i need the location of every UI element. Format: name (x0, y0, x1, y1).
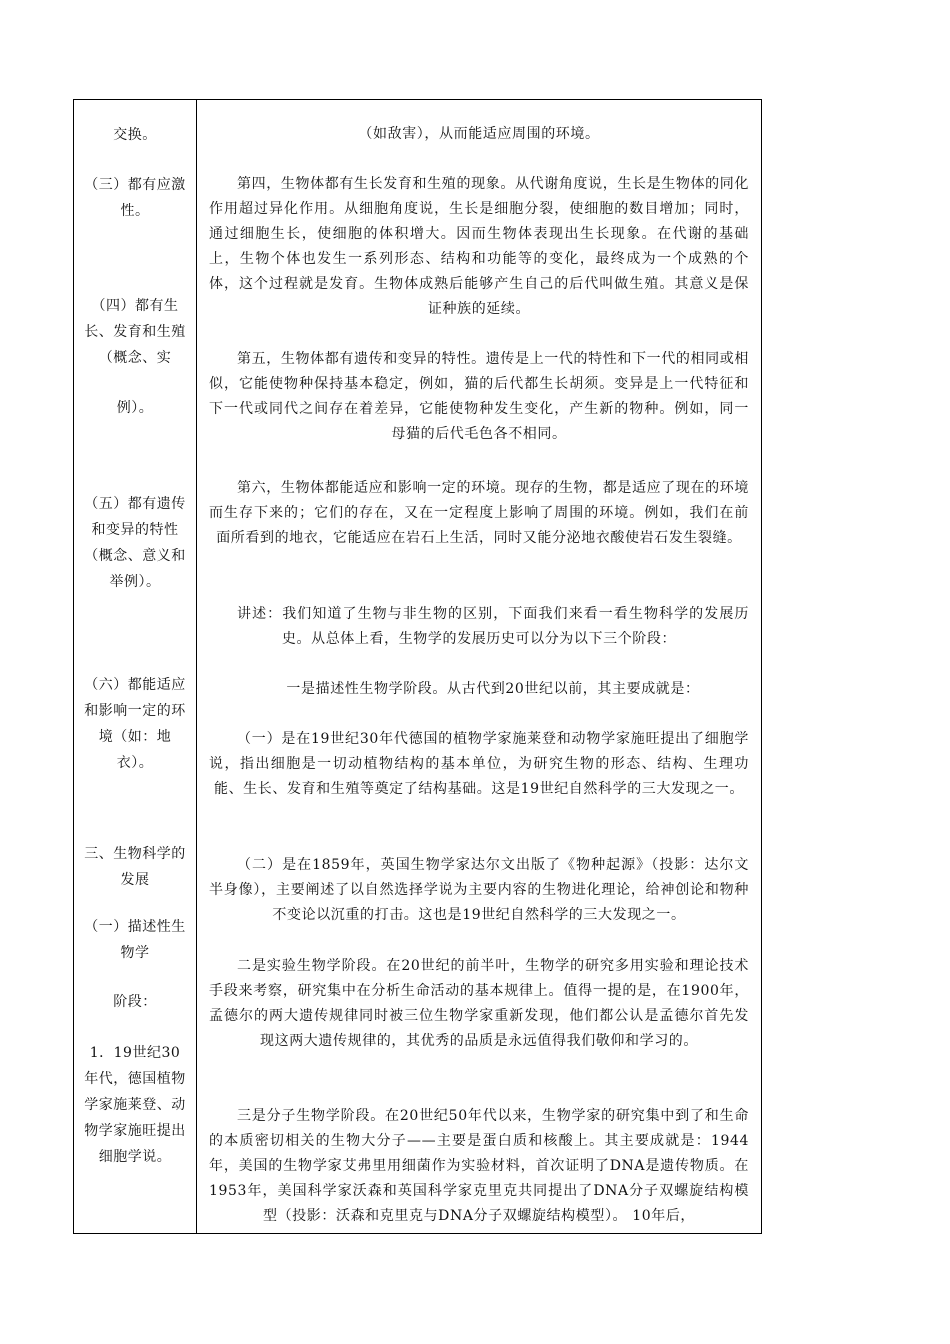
content-column (197, 99, 761, 1234)
outline-item: 1．19世纪30年代，德国植物学家施莱登、动物学家施旺提出细胞学说。 (84, 1045, 186, 1165)
outline-item: 阶段： (113, 994, 157, 1010)
content-paragraph: 第五，生物体都有遗传和变异的特性。遗传是上一代的特性和下一代的相同或相似，它能使物种保持基本稳定，例如，猫的后代都生长胡须。变异是上一代特征和下一代或同代之间存在着差异，它能使物种发生变化，产生新的物种。例如，同一母猫的后代毛色各不相同。 (209, 351, 749, 442)
content-paragraph: 第六，生物体都能适应和影响一定的环境。现存的生物，都是适应了现在的环境而生存下来的；它们的存在，又在一定程度上影响了周围的环境。例如，我们在前面所看到的地衣，它能适应在岩石上生活，同时又能分泌地衣酸使岩石发生裂缝。 (209, 480, 749, 546)
content-paragraph: 一是描述性生物学阶段。从古代到20世纪以前，其主要成就是： (286, 681, 700, 697)
content-paragraph: 二是实验生物学阶段。在20世纪的前半叶，生物学的研究多用实验和理论技术手段来考察，研究集中在分析生命活动的基本规律上。值得一提的是，在1900年，孟德尔的两大遗传规律同时被三位生物学家重新发现，他们都公认是孟德尔首先发现这两大遗传规律的，其优秀的品质是永远值得我们敬仰和学习的。 (209, 958, 749, 1049)
outline-column (74, 99, 196, 1234)
outline-item: （四）都有生长、发育和生殖（概念、实 (84, 298, 186, 366)
content-paragraph: 第四，生物体都有生长发育和生殖的现象。从代谢角度说，生长是生物体的同化作用超过异化作用。从细胞角度说，生长是细胞分裂，使细胞的数目增加；同时，通过细胞生长，使细胞的体积增大。因而生物体表现出生长现象。在代谢的基础上，生物个体也发生一系列形态、结构和功能等的变化，最终成为一个成熟的个体，这个过程就是发育。生物体成熟后能够产生自己的后代叫做生殖。其意义是保证种族的延续。 (209, 176, 749, 317)
outline-item: 例）。 (116, 400, 154, 416)
content-paragraph: （二）是在1859年，英国生物学家达尔文出版了《物种起源》（投影：达尔文半身像），主要阐述了以自然选择学说为主要内容的生物进化理论，给神创论和物种不变论以沉重的打击。这也是19世纪自然科学的三大发现之一。 (209, 857, 749, 923)
outline-item: （三）都有应激性。 (84, 177, 186, 219)
outline-item: （六）都能适应和影响一定的环境（如：地衣）。 (84, 677, 186, 771)
content-paragraph: （一）是在19世纪30年代德国的植物学家施莱登和动物学家施旺提出了细胞学说，指出细胞是一切动植物结构的基本单位，为研究生物的形态、结构、生理功能、生长、发育和生殖等奠定了结构基础。这是19世纪自然科学的三大发现之一。 (209, 731, 749, 797)
outline-item: 交换。 (113, 127, 157, 143)
outline-item: （五）都有遗传和变异的特性（概念、意义和举例）。 (84, 496, 186, 590)
content-paragraph: 讲述：我们知道了生物与非生物的区别，下面我们来看一看生物科学的发展历史。从总体上看，生物学的发展历史可以分为以下三个阶段： (237, 606, 749, 647)
outline-item: 三、生物科学的发展 (84, 846, 186, 888)
content-paragraph: 三是分子生物学阶段。在20世纪50年代以来，生物学家的研究集中到了和生命的本质密切相关的生物大分子——主要是蛋白质和核酸上。其主要成就是：1944年，美国的生物学家艾弗里用细菌作为实验材料，首次证明了DNA是遗传物质。在1953年，美国科学家沃森和英国科学家克里克共同提出了DNA分子双螺旋结构模型（投影：沃森和克里克与DNA分子双螺旋结构模型）。 10年后， (209, 1108, 749, 1224)
outline-item: （一）描述性生物学 (84, 919, 186, 961)
content-paragraph: （如敌害），从而能适应周围的环境。 (358, 126, 600, 142)
